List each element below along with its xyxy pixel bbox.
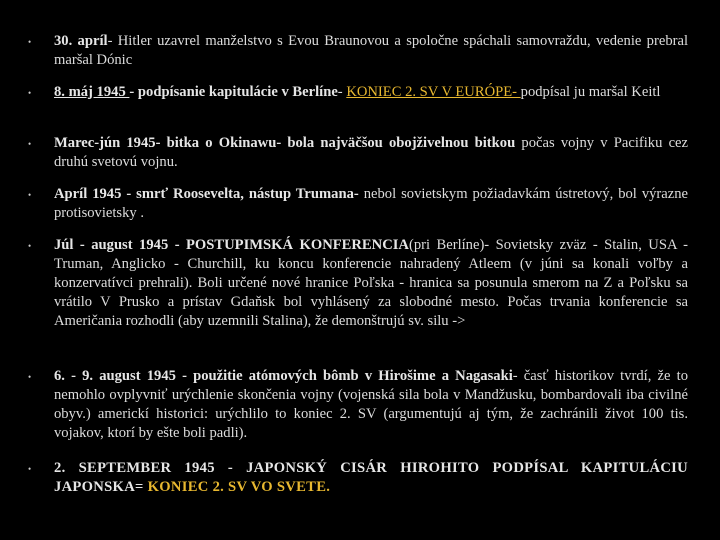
item-text bbox=[54, 134, 688, 172]
item-body-text: (pri Berlíne)- Sovietsky zväz - Stalin, USA - Truman, Anglicko - Churchill, ku koncu konferencie nahradený Atleem (v júni sa konali voľby a konzervatívci prehrali). Boli určené nové hranice Poľska - hranica sa posunula smerom na Z a Poľsku sa vrátilo V Prusko a prístav Gdaňsk bol vyhlásený za slobodné mesto. Počas trvania konferencie sa Američania rozhodli (aby uzemnili Stalina), že demonštrujú sv. silu -> bbox=[54, 237, 689, 329]
item-text bbox=[54, 367, 688, 443]
item-bold-underlined-text: 8. máj 1945 bbox=[54, 84, 130, 100]
list-item bbox=[28, 459, 688, 497]
list-item bbox=[28, 236, 688, 331]
item-body-text: podpísal ju maršal Keitl bbox=[520, 84, 661, 100]
item-bold-text: 2. SEPTEMBER 1945 - JAPONSKÝ CISÁR HIROHITO PODPÍSAL KAPITULÁCIU JAPONSKA= bbox=[54, 460, 688, 495]
list-item bbox=[28, 185, 688, 223]
item-bold-text: 30. apríl bbox=[54, 33, 108, 49]
bullet-icon: • bbox=[28, 37, 32, 47]
item-bold-text: Marec-jún 1945- bitka o Okinawu- bola najväčšou obojživelnou bitkou bbox=[54, 135, 516, 151]
bullet-icon: • bbox=[28, 139, 32, 149]
bullet-icon: • bbox=[28, 190, 32, 200]
bullet-icon: • bbox=[28, 372, 32, 382]
bullet-icon: • bbox=[28, 88, 32, 98]
item-highlight-text: KONIEC 2. SV V EURÓPE- bbox=[346, 84, 521, 100]
bullet-icon: • bbox=[28, 464, 32, 474]
item-bold-text: 6. - 9. august 1945 - použitie atómových bômb v Hirošime a Nagasaki bbox=[54, 368, 513, 384]
item-text bbox=[54, 32, 688, 70]
item-bold-text: Apríl 1945 - smrť Roosevelta, nástup Trumana- bbox=[54, 186, 359, 202]
list-item bbox=[28, 367, 688, 443]
item-body-text: počas vojny v Pacifiku cez druhú svetovú vojnu. bbox=[54, 135, 689, 170]
item-text bbox=[54, 185, 688, 223]
item-body-text: - Hitler uzavrel manželstvo s Evou Braunovou a spoločne spáchali samovraždu, vedenie prebral maršal Dónic bbox=[54, 33, 689, 68]
item-bold-text: Júl - august 1945 - POSTUPIMSKÁ KONFERENCIA bbox=[54, 237, 409, 253]
bullet-icon: • bbox=[28, 241, 32, 251]
item-body-text: nebol sovietskym požiadavkám ústretový, bol výrazne protisovietsky . bbox=[54, 186, 688, 221]
list-item bbox=[28, 32, 688, 70]
list-item bbox=[28, 134, 688, 172]
item-dash: - bbox=[337, 84, 347, 100]
item-bold-text: - podpísanie kapitulácie v Berlíne bbox=[129, 84, 338, 100]
item-text bbox=[54, 236, 688, 331]
item-text bbox=[54, 459, 688, 497]
item-text bbox=[54, 83, 688, 102]
item-highlight-text: KONIEC 2. SV VO SVETE. bbox=[147, 479, 331, 495]
list-item bbox=[28, 83, 688, 102]
item-body-text: - časť historikov tvrdí, že to nemohlo ovplyvniť urýchlenie skončenia vojny (vojenská sila bola v Mandžusku, bombardovali iba civilné obyv.) americkí historici: urýchlilo to koniec 2. SV (argumentujú aj tým, že zachránili život 100 tis. vojakov, ktorí by ešte boli padli). bbox=[54, 368, 688, 441]
